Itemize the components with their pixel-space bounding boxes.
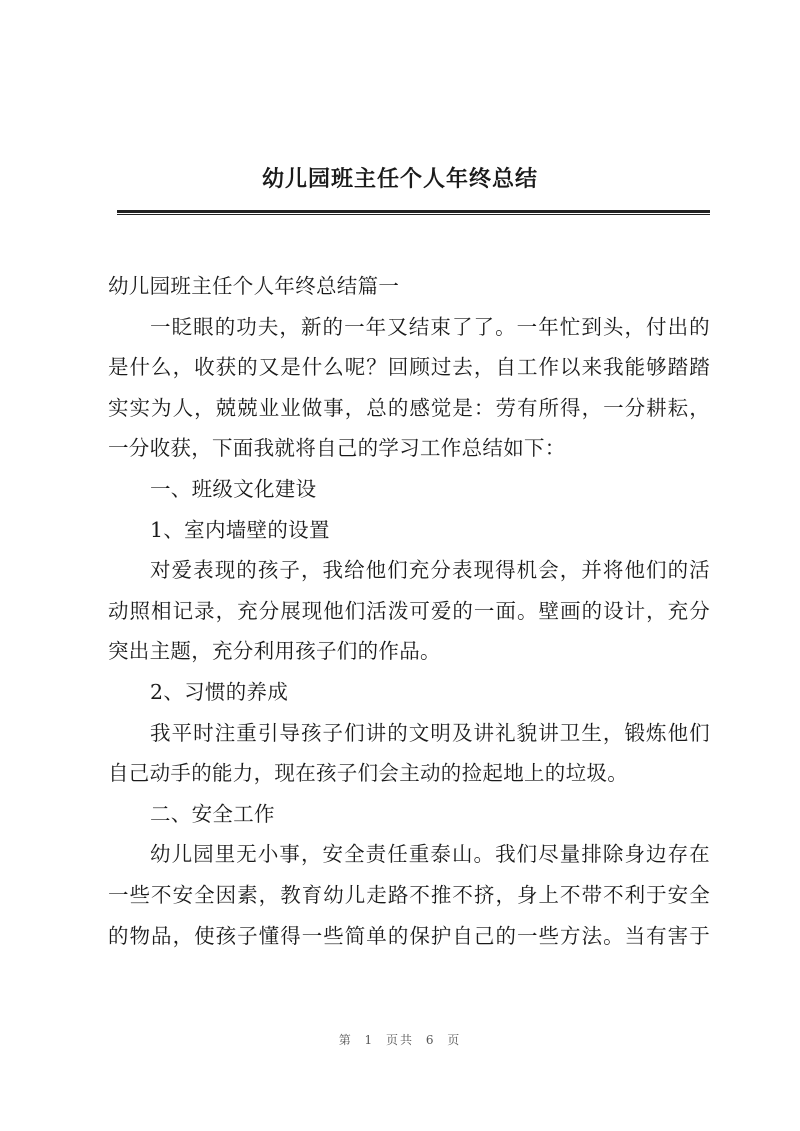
paragraph-line: 实实为人，兢兢业业做事，总的感觉是：劳有所得，一分耕耘， bbox=[108, 395, 710, 420]
paragraph-line: 一分收获，下面我就将自己的学习工作总结如下： bbox=[108, 436, 566, 461]
subsection-heading: 一、班级文化建设 bbox=[150, 476, 317, 501]
paragraph-line: 的物品，使孩子懂得一些简单的保护自己的一些方法。当有害于 bbox=[108, 923, 710, 948]
paragraph-line: 一眨眼的功夫，新的一年又结束了了。一年忙到头，付出的 bbox=[150, 314, 710, 339]
page-title: 幼儿园班主任个人年终总结 bbox=[261, 166, 538, 192]
subsection-heading: 2、习惯的养成 bbox=[150, 679, 289, 704]
paragraph-line: 对爱表现的孩子，我给他们充分表现得机会，并将他们的活 bbox=[150, 558, 710, 583]
paragraph-line: 自己动手的能力，现在孩子们会主动的捡起地上的垃圾。 bbox=[108, 761, 628, 786]
paragraph-line: 突出主题，充分利用孩子们的作品。 bbox=[108, 639, 441, 664]
document-body bbox=[108, 270, 710, 960]
paragraph-line: 一些不安全因素，教育幼儿走路不推不挤，身上不带不利于安全 bbox=[108, 882, 710, 907]
page-footer: 第 1 页共 6 页 bbox=[338, 1033, 462, 1047]
section-heading: 幼儿园班主任个人年终总结篇一 bbox=[108, 274, 400, 298]
title-divider bbox=[117, 210, 710, 215]
paragraph-line: 是什么，收获的又是什么呢？回顾过去，自工作以来我能够踏踏 bbox=[108, 355, 710, 380]
paragraph-line: 幼儿园里无小事，安全责任重泰山。我们尽量排除身边存在 bbox=[150, 842, 710, 867]
paragraph-line: 我平时注重引导孩子们讲的文明及讲礼貌讲卫生，锻炼他们 bbox=[150, 720, 710, 745]
subsection-heading: 二、安全工作 bbox=[150, 801, 275, 826]
subsection-heading: 1、室内墙壁的设置 bbox=[150, 517, 330, 542]
paragraph-line: 动照相记录，充分展现他们活泼可爱的一面。壁画的设计，充分 bbox=[108, 598, 710, 623]
